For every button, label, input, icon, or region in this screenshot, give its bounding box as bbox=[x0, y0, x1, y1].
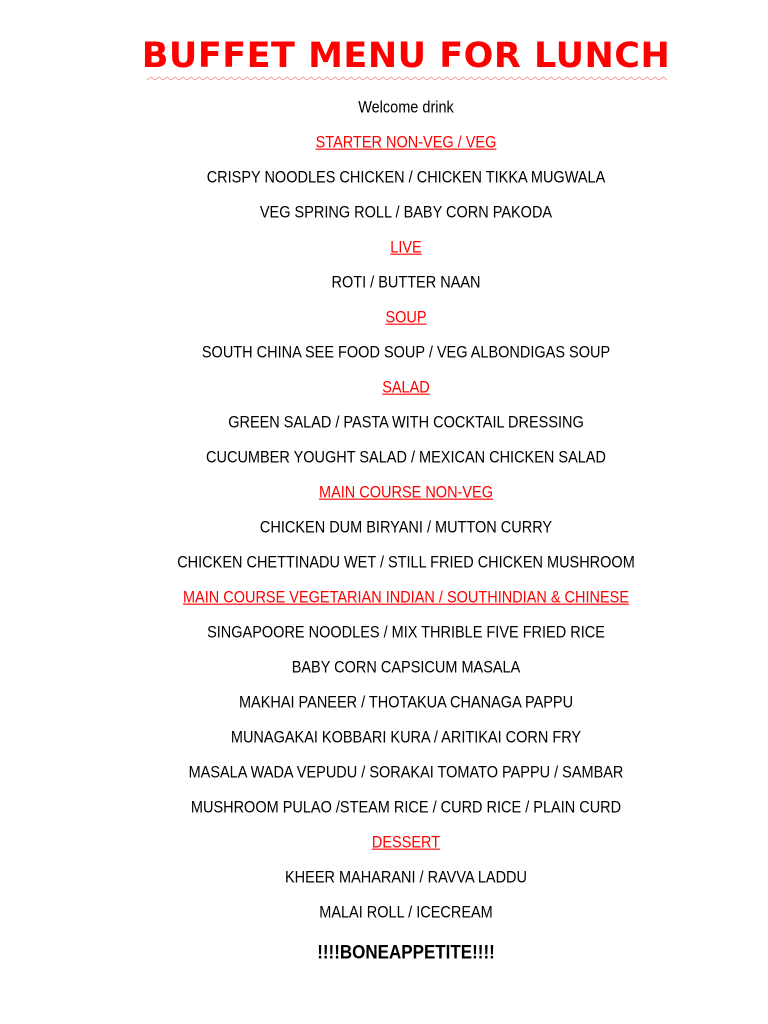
closing-line: !!!!BONEAPPETITE!!!! bbox=[317, 941, 495, 964]
section-heading: STARTER NON-VEG / VEG bbox=[315, 134, 497, 152]
menu-item: MALAI ROLL / ICECREAM bbox=[319, 904, 493, 922]
menu-item: SINGAPOORE NOODLES / MIX THRIBLE FIVE FRIED RICE bbox=[207, 624, 605, 642]
menu-title: BUFFET MENU FOR LUNCH bbox=[141, 36, 671, 76]
menu-item: ROTI / BUTTER NAAN bbox=[331, 274, 481, 292]
section-heading: LIVE bbox=[390, 239, 422, 257]
menu-item: MUNAGAKAI KOBBARI KURA / ARITIKAI CORN FRY bbox=[230, 729, 582, 747]
menu-item: CHICKEN CHETTINADU WET / STILL FRIED CHICKEN MUSHROOM bbox=[177, 554, 635, 572]
menu-item: VEG SPRING ROLL / BABY CORN PAKODA bbox=[259, 204, 553, 222]
menu-item: Welcome drink bbox=[358, 99, 454, 117]
spellcheck-squiggle bbox=[147, 76, 667, 81]
menu-item: CUCUMBER YOUGHT SALAD / MEXICAN CHICKEN SALAD bbox=[206, 449, 606, 467]
menu-item: MASALA WADA VEPUDU / SORAKAI TOMATO PAPPU / SAMBAR bbox=[188, 764, 624, 782]
menu-item: MUSHROOM PULAO /STEAM RICE / CURD RICE / PLAIN CURD bbox=[190, 799, 622, 817]
menu-item: GREEN SALAD / PASTA WITH COCKTAIL DRESSING bbox=[228, 414, 584, 432]
section-heading: MAIN COURSE NON-VEG bbox=[318, 484, 493, 502]
menu-item: CHICKEN DUM BIRYANI / MUTTON CURRY bbox=[259, 519, 553, 537]
section-heading: MAIN COURSE VEGETARIAN INDIAN / SOUTHINDIAN & CHINESE bbox=[182, 589, 630, 607]
section-heading: SALAD bbox=[382, 379, 430, 397]
menu-item: KHEER MAHARANI / RAVVA LADDU bbox=[285, 869, 527, 887]
section-heading: SOUP bbox=[385, 309, 427, 327]
menu-item: CRISPY NOODLES CHICKEN / CHICKEN TIKKA MUGWALA bbox=[206, 169, 606, 187]
section-heading: DESSERT bbox=[371, 834, 441, 852]
menu-item: SOUTH CHINA SEE FOOD SOUP / VEG ALBONDIGAS SOUP bbox=[201, 344, 611, 362]
menu-item: BABY CORN CAPSICUM MASALA bbox=[291, 659, 521, 677]
menu-item: MAKHAI PANEER / THOTAKUA CHANAGA PAPPU bbox=[238, 694, 574, 712]
